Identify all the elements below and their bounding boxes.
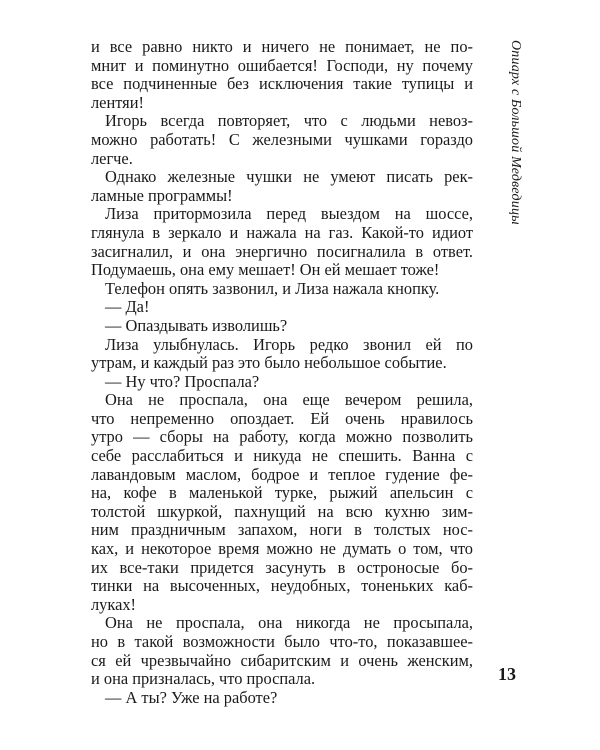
text-line: луках!	[91, 594, 137, 614]
text-line: легче.	[91, 148, 133, 168]
text-line: утрам, и каждый раз это было небольшое событие.	[91, 353, 447, 373]
text-line: глянула в зеркало и нажала на газ. Какой-то идиот	[91, 222, 473, 242]
text-line: ним праздничным запахом, ноги в толстых нос-	[91, 520, 473, 540]
text-line: Лиза улыбнулась. Игорь редко звонил ей по	[105, 334, 473, 354]
text-line: — Да!	[105, 297, 150, 317]
text-line: можно работать! С железными чушками гораздо	[91, 129, 473, 149]
text-line: засигналил, и она энергично посигналила в ответ.	[91, 241, 473, 261]
text-line: лентяи!	[91, 92, 144, 112]
text-line: но в такой возможности было что-то, показавшее-	[91, 632, 473, 651]
text-line: Игорь всегда повторяет, что с людьми невоз-	[105, 111, 473, 131]
page-number: 13	[498, 664, 516, 684]
text-line: Она не проспала, она никогда не просыпала,	[105, 613, 473, 633]
text-line: и все равно никто и ничего не понимает, не по-	[91, 37, 473, 56]
text-line: — А ты? Уже на работе?	[105, 687, 278, 707]
text-line: и она призналась, что проспала.	[91, 669, 316, 689]
text-line: тинки на высоченных, неудобных, тоненьких каб-	[91, 576, 473, 596]
text-line: ламные программы!	[91, 185, 233, 205]
text-line: себе расслабиться и никуда не спешить. Ванна с	[91, 446, 473, 466]
text-line: Она не проспала, она еще вечером решила,	[105, 390, 473, 410]
text-line: лавандовым маслом, бодрое и теплое гудение фе-	[91, 464, 473, 484]
text-line: мнит и поминутно ошибается! Господи, ну почему	[91, 55, 473, 75]
text-line: все подчиненные без исключения такие тупицы и	[91, 74, 473, 94]
running-head: Опиарх с Большой Медведицы	[508, 40, 523, 225]
text-line: что непременно опоздает. Ей очень нравилось	[91, 408, 473, 428]
text-line: Однако железные чушки не умеют писать рек-	[105, 167, 473, 187]
text-line: утро — сборы на работу, когда можно позволить	[91, 427, 473, 447]
text-line: — Опаздывать изволишь?	[105, 315, 288, 335]
text-line: на, кофе в маленькой турке, рыжий апельсин с	[91, 483, 473, 503]
text-line: ках, и некоторое время можно не думать о том, что	[91, 539, 473, 559]
text-line: толстой шкуркой, пахнущий на всю кухню зим-	[91, 501, 473, 521]
text-line: Лиза притормозила перед выездом на шоссе,	[105, 204, 473, 224]
text-line: их все-таки придется засунуть в остроносые бо-	[91, 557, 473, 577]
text-line: Подумаешь, она ему мешает! Он ей мешает тоже!	[91, 260, 440, 280]
body-text	[91, 38, 473, 707]
text-line: ся ей чрезвычайно сибаритским и очень женским,	[91, 650, 473, 670]
text-line: Телефон опять зазвонил, и Лиза нажала кнопку.	[105, 278, 440, 298]
text-line: — Ну что? Проспала?	[105, 371, 260, 391]
